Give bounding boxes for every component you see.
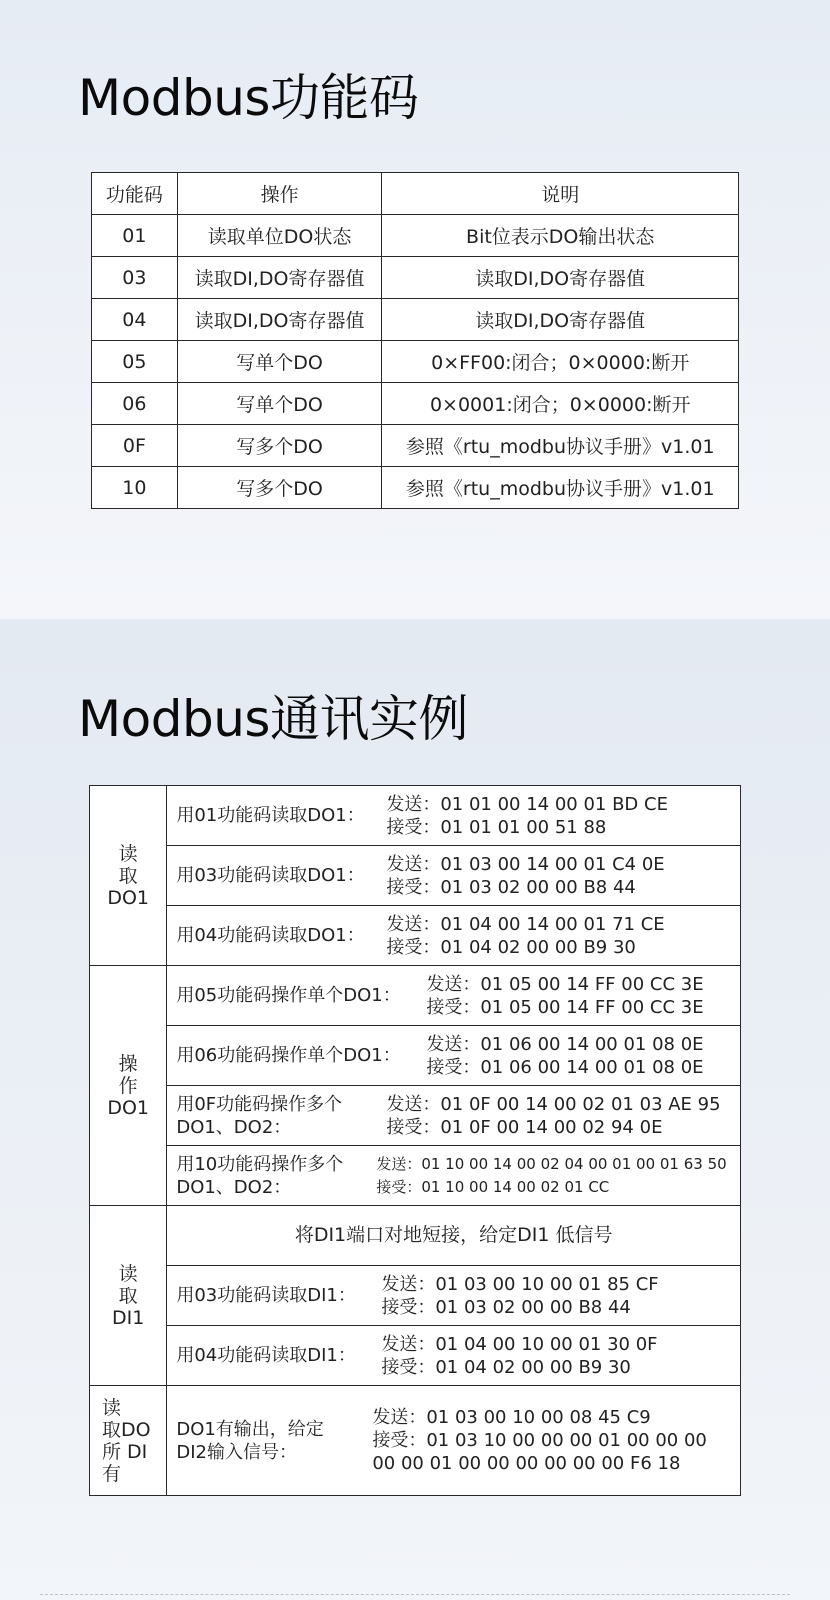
operation-cell: 写单个DO — [177, 341, 382, 383]
table-row — [90, 1086, 741, 1146]
example-cell — [167, 846, 741, 906]
send-frame: 发送：01 10 00 14 00 02 04 00 01 00 01 63 50 — [376, 1154, 727, 1173]
receive-frame: 接受：01 0F 00 14 00 02 94 0E — [386, 1116, 663, 1138]
example-cell — [167, 1326, 741, 1386]
receive-frame: 接受：01 01 01 00 51 88 — [386, 816, 607, 838]
code-cell: 04 — [92, 299, 178, 341]
table-row — [90, 906, 741, 966]
table-row — [92, 425, 739, 467]
table-row — [92, 383, 739, 425]
operation-cell: 读取单位DO状态 — [177, 215, 382, 257]
command-label: 用03功能码读取DO1： — [176, 865, 365, 886]
command-label: 用05功能码操作单个DO1： — [176, 985, 401, 1006]
command-label: 用04功能码读取DO1： — [176, 925, 365, 946]
table-row — [90, 846, 741, 906]
example-cell — [167, 1146, 741, 1206]
message-block — [372, 1406, 707, 1475]
header-cell: 功能码 — [92, 173, 178, 215]
send-frame: 发送：01 03 00 14 00 01 C4 0E — [386, 853, 665, 875]
table-row — [92, 467, 739, 509]
description-cell: Bit位表示DO输出状态 — [382, 215, 739, 257]
header-cell: 操作 — [177, 173, 382, 215]
receive-frame: 接受：01 10 00 14 00 02 01 CC — [376, 1177, 610, 1196]
example-cell — [167, 786, 741, 846]
command-label: DO1有输出，给定 DI2输入信号： — [176, 1418, 324, 1463]
message-block — [426, 1033, 703, 1079]
example-cell — [167, 1086, 741, 1146]
example-cell — [167, 1266, 741, 1326]
table-row — [92, 341, 739, 383]
code-cell: 06 — [92, 383, 178, 425]
group-label-read-all: 读 取DO 所 DI 有 — [90, 1386, 167, 1496]
receive-frame: 接受：01 04 02 00 00 B9 30 — [386, 936, 636, 958]
description-cell: 0×FF00:闭合；0×0000:断开 — [382, 341, 739, 383]
send-frame: 发送：01 04 00 14 00 01 71 CE — [386, 913, 665, 935]
message-block — [386, 793, 668, 839]
description-cell: 参照《rtu_modbu协议手册》v1.01 — [382, 467, 739, 509]
example-cell — [167, 1386, 741, 1496]
code-cell: 03 — [92, 257, 178, 299]
operation-cell: 读取DI,DO寄存器值 — [177, 299, 382, 341]
message-block — [386, 853, 664, 899]
function-code-title: Modbus功能码 — [78, 69, 419, 127]
code-cell: 05 — [92, 341, 178, 383]
code-cell: 01 — [92, 215, 178, 257]
command-label: 用01功能码读取DO1： — [176, 805, 365, 826]
command-label: 用04功能码读取DI1： — [176, 1345, 356, 1366]
table-row — [92, 257, 739, 299]
command-label: 用03功能码读取DI1： — [176, 1285, 356, 1306]
table-row — [90, 966, 741, 1026]
message-block — [386, 1093, 720, 1139]
example-cell — [167, 1026, 741, 1086]
group-label-read-do1: 读 取 DO1 — [90, 786, 167, 966]
message-block — [381, 1273, 658, 1319]
operation-cell: 写单个DO — [177, 383, 382, 425]
table-row — [92, 299, 739, 341]
example-cell — [167, 966, 741, 1026]
communication-example-section — [0, 619, 830, 1600]
send-frame: 发送：01 03 00 10 00 01 85 CF — [381, 1273, 659, 1295]
send-frame: 发送：01 01 00 14 00 01 BD CE — [386, 793, 668, 815]
command-label: 用06功能码操作单个DO1： — [176, 1045, 401, 1066]
table-row — [90, 1266, 741, 1326]
send-frame: 发送：01 05 00 14 FF 00 CC 3E — [426, 973, 704, 995]
table-row — [90, 1386, 741, 1496]
code-cell: 10 — [92, 467, 178, 509]
note-cell: 将DI1端口对地短接，给定DI1 低信号 — [167, 1206, 741, 1266]
send-frame: 发送：01 0F 00 14 00 02 01 03 AE 95 — [386, 1093, 721, 1115]
operation-cell: 写多个DO — [177, 467, 382, 509]
receive-frame: 接受：01 05 00 14 FF 00 CC 3E — [426, 996, 704, 1018]
receive-frame: 接受：01 03 02 00 00 B8 44 — [386, 876, 636, 898]
group-label-operate-do1: 操 作 DO1 — [90, 966, 167, 1206]
table-row — [90, 1146, 741, 1206]
group-label-read-di1: 读 取 DI1 — [90, 1206, 167, 1386]
operation-cell: 读取DI,DO寄存器值 — [177, 257, 382, 299]
table-row — [90, 1206, 741, 1266]
message-block — [376, 1153, 726, 1199]
description-cell: 读取DI,DO寄存器值 — [382, 257, 739, 299]
send-frame: 发送：01 03 00 10 00 08 45 C9 — [372, 1407, 651, 1428]
receive-frame: 接受：01 06 00 14 00 01 08 0E — [426, 1056, 704, 1078]
function-code-table — [91, 172, 739, 509]
message-block — [426, 973, 703, 1019]
send-frame: 发送：01 04 00 10 00 01 30 0F — [381, 1333, 658, 1355]
command-label: 用0F功能码操作多个 DO1、DO2： — [176, 1093, 343, 1138]
section-divider — [40, 1594, 790, 1595]
send-frame: 发送：01 06 00 14 00 01 08 0E — [426, 1033, 704, 1055]
table-row — [92, 215, 739, 257]
code-cell: 0F — [92, 425, 178, 467]
receive-frame: 接受：01 04 02 00 00 B9 30 — [381, 1356, 631, 1378]
message-block — [386, 913, 664, 959]
table-row — [90, 1026, 741, 1086]
description-cell: 0×0001:闭合；0×0000:断开 — [382, 383, 739, 425]
example-cell — [167, 906, 741, 966]
table-header-row — [92, 173, 739, 215]
description-cell: 参照《rtu_modbu协议手册》v1.01 — [382, 425, 739, 467]
operation-cell: 写多个DO — [177, 425, 382, 467]
header-cell: 说明 — [382, 173, 739, 215]
command-label: 用10功能码操作多个 DO1、DO2： — [176, 1153, 344, 1198]
description-cell: 读取DI,DO寄存器值 — [382, 299, 739, 341]
table-row — [90, 1326, 741, 1386]
receive-frame: 接受：01 03 10 00 00 00 01 00 00 00 00 00 01 00 00 00 00 00 00 F6 18 — [372, 1430, 707, 1474]
function-code-section — [0, 0, 830, 619]
message-block — [381, 1333, 657, 1379]
receive-frame: 接受：01 03 02 00 00 B8 44 — [381, 1296, 631, 1318]
communication-example-title: Modbus通讯实例 — [78, 690, 468, 748]
table-row — [90, 786, 741, 846]
communication-example-table — [89, 785, 741, 1496]
